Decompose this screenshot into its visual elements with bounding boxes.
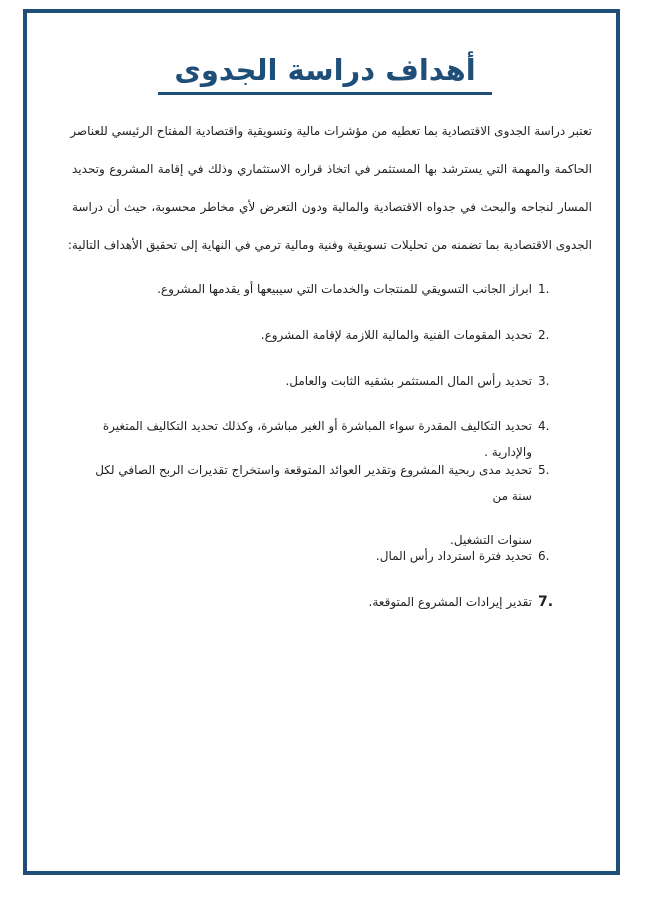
objective-item-5 (72, 457, 560, 547)
objective-text: تحديد رأس المال المستثمر بشقيه الثابت والعامل. (285, 374, 532, 388)
objective-text: تقدير إيرادات المشروع المتوقعة. (368, 595, 532, 609)
objective-item-3 (72, 368, 560, 413)
objective-item-7 (72, 589, 560, 635)
objective-number: 7. (538, 594, 554, 610)
objective-number: 5. (538, 463, 550, 477)
intro-line: تعتبر دراسة الجدوى الاقتصادية بما تعطيه من مؤشرات مالية وتسويقية واقتصادية المفتاح الرئيسي للعناصر (70, 124, 592, 138)
objective-number: 1. (538, 282, 550, 296)
objective-item-4 (72, 413, 560, 457)
intro-paragraph (67, 118, 592, 270)
intro-line: الجدوى الاقتصادية بما تضمنه من تحليلات تسويقية وفنية ومالية ترمي في النهاية إلى تحقيق الأهداف التالية: (67, 238, 592, 252)
objective-item-1 (72, 276, 560, 322)
objectives-list (72, 276, 560, 635)
objective-number: 4. (538, 419, 550, 433)
page-title-text: أهداف دراسة الجدوى (158, 50, 491, 95)
objective-text: ابراز الجانب التسويقي للمنتجات والخدمات التي سيبيعها أو يقدمها المشروع. (157, 282, 532, 296)
objective-text: تحديد مدى ربحية المشروع وتقدير العوائد المتوقعة واستخراج تقديرات الربح الصافي لكل سنة من (95, 463, 532, 503)
objective-text: تحديد فترة استرداد رأس المال. (375, 549, 532, 563)
objective-number: 3. (538, 374, 550, 388)
objective-text: تحديد المقومات الفنية والمالية اللازمة لإقامة المشروع. (260, 328, 532, 342)
objective-item-6 (72, 543, 560, 589)
objective-number: 6. (538, 549, 550, 563)
intro-line: المسار لنجاحه والبحث في جدواه الاقتصادية والمالية ودون التعرض لأي مخاطر محسوبة، حيث أن دراسة (72, 200, 592, 214)
intro-line: الحاكمة والمهمة التي يسترشد بها المستثمر في اتخاذ قراره الاستثماري وذلك في إقامة المشروع وتحديد (72, 162, 592, 176)
page-title (0, 50, 650, 95)
objective-number: 2. (538, 328, 550, 342)
objective-text-continuation: سنوات التشغيل. (450, 533, 532, 547)
objective-text: تحديد التكاليف المقدرة سواء المباشرة أو الغير مباشرة، وكذلك تحديد التكاليف المتغيرة والإدارية . (102, 419, 532, 459)
objective-item-2 (72, 322, 560, 368)
